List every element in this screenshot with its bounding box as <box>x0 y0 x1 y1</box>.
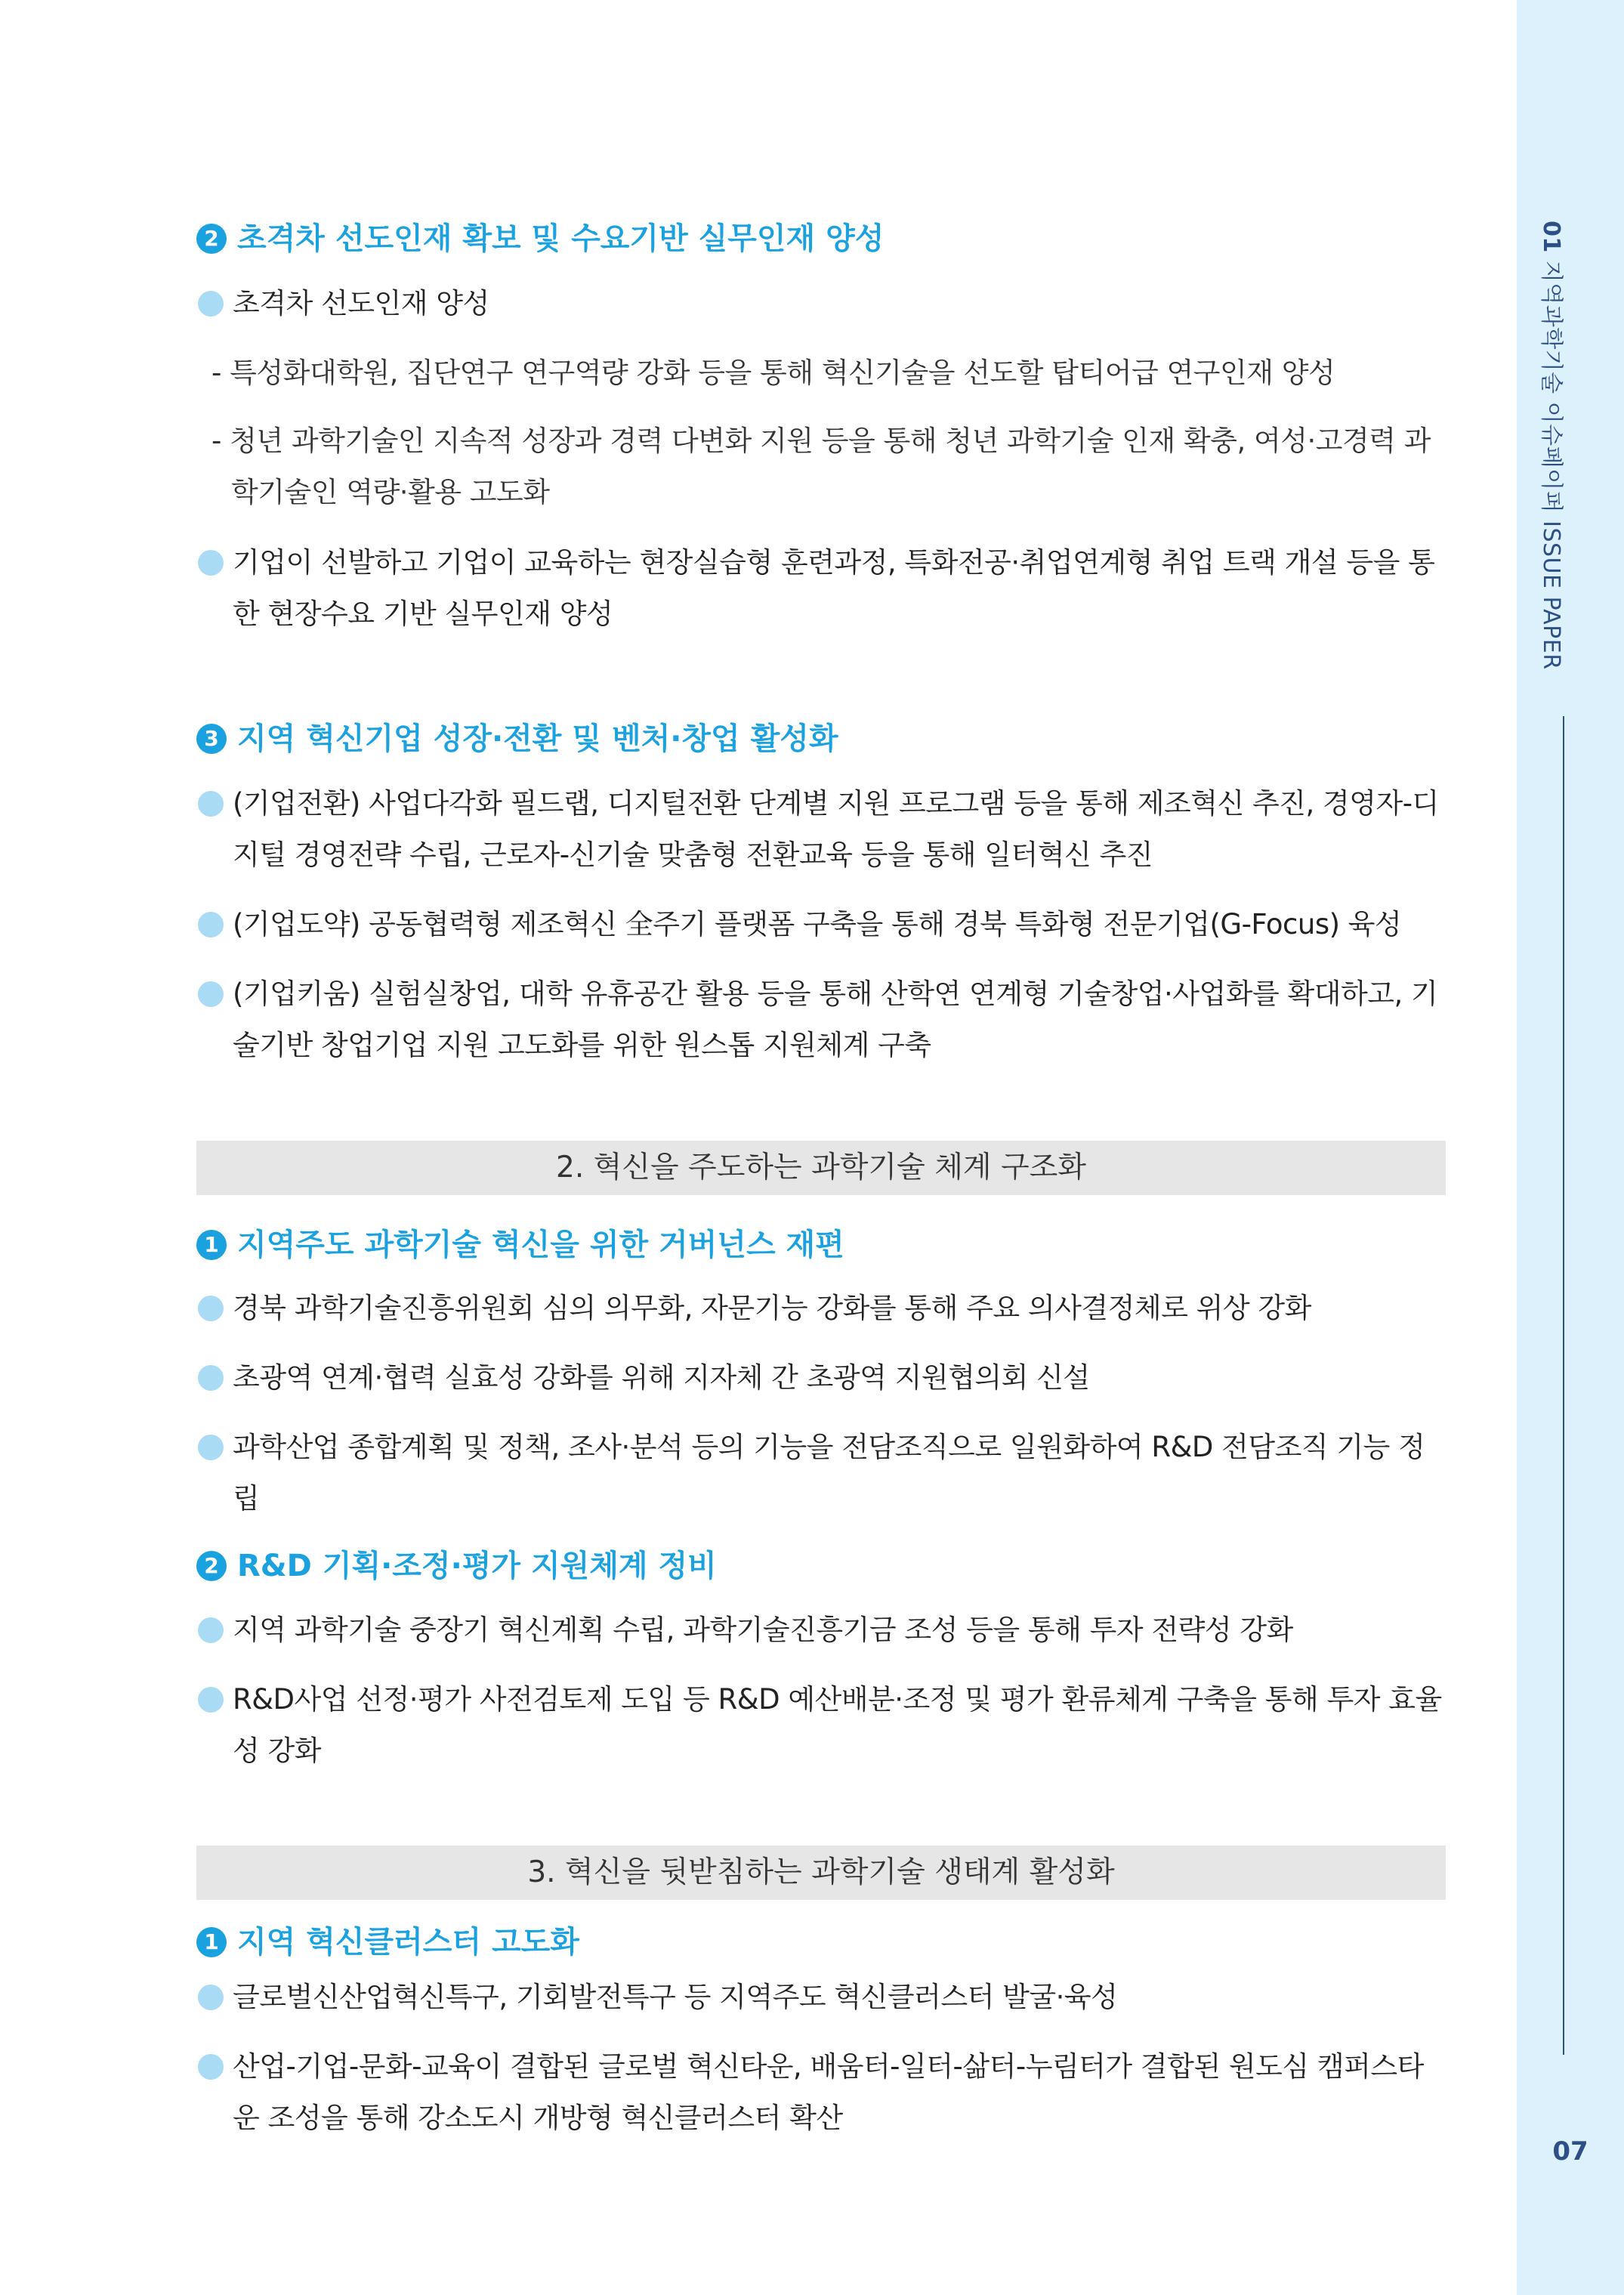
heading-text: 지역주도 과학기술 혁신을 위한 거버넌스 재편 <box>237 1228 844 1262</box>
list-item <box>196 1972 1446 2023</box>
list-item <box>196 968 1446 1071</box>
number-badge: 1 <box>196 1927 227 1957</box>
bullet-dot-icon <box>198 791 224 817</box>
page-number: 07 <box>1552 2136 1588 2167</box>
bullet-dot-icon <box>198 1617 224 1643</box>
issue-title-text: 지역과학기술 이슈페이퍼 ISSUE PAPER <box>1538 260 1564 670</box>
sub-list-item: - 특성화대학원, 집단연구 연구역량 강화 등을 통해 혁신기술을 선도할 탑티어급 연구인재 양성 <box>211 357 1335 389</box>
list-item <box>196 1283 1446 1334</box>
bullet-dot-icon <box>198 1985 224 2010</box>
heading-text: 지역 혁신기업 성장·전환 및 벤처·창업 활성화 <box>237 721 838 756</box>
list-item <box>196 1352 1446 1404</box>
list-item-text: (기업도약) 공동협력형 제조혁신 全주기 플랫폼 구축을 통해 경북 특화형 전문기업(G-Focus) 육성 <box>233 908 1402 941</box>
number-badge: 3 <box>196 724 227 754</box>
list-item <box>196 278 1446 329</box>
number-badge: 2 <box>196 1551 227 1581</box>
section-heading <box>196 220 884 258</box>
bullet-dot-icon <box>198 1687 224 1713</box>
bullet-dot-icon <box>198 550 224 576</box>
list-item-text: (기업키움) 실험실창업, 대학 유휴공간 활용 등을 통해 산학연 연계형 기술창업·사업화를 확대하고, 기술기반 창업기업 지원 고도화를 위한 원스톱 지원체계 구축 <box>233 978 1438 1061</box>
list-item-text: 초광역 연계·협력 실효성 강화를 위해 지자체 간 초광역 지원협의회 신설 <box>233 1361 1090 1394</box>
section-heading <box>196 1226 844 1264</box>
issue-number: 01 <box>1538 221 1564 253</box>
list-item-text: R&D사업 선정·평가 사전검토제 도입 등 R&D 예산배분·조정 및 평가 환류체계 구축을 통해 투자 효율성 강화 <box>233 1683 1442 1767</box>
section-heading <box>196 1547 717 1585</box>
bullet-dot-icon <box>198 1435 224 1460</box>
issue-title <box>1537 221 1570 670</box>
list-item <box>196 778 1446 881</box>
list-item-text: 글로벌신산업혁신특구, 기회발전특구 등 지역주도 혁신클러스터 발굴·육성 <box>233 1981 1118 2013</box>
bullet-dot-icon <box>198 981 224 1007</box>
heading-text: R&D 기획·조정·평가 지원체계 정비 <box>237 1549 717 1583</box>
bullet-dot-icon <box>198 1365 224 1391</box>
list-item-text: 기업이 선발하고 기업이 교육하는 현장실습형 훈련과정, 특화전공·취업연계형 취업 트랙 개설 등을 통한 현장수요 기반 실무인재 양성 <box>233 546 1435 630</box>
section-heading <box>196 720 838 758</box>
list-item <box>196 537 1446 640</box>
number-badge: 2 <box>196 224 227 254</box>
list-item-text: 지역 과학기술 중장기 혁신계획 수립, 과학기술진흥기금 조성 등을 통해 투자 전략성 강화 <box>233 1614 1293 1646</box>
sidebar <box>1517 0 1624 2295</box>
list-item-text: 과학산업 종합계획 및 정책, 조사·분석 등의 기능을 전담조직으로 일원화하여 R&D 전담조직 기능 정립 <box>233 1431 1425 1515</box>
list-item <box>196 899 1446 950</box>
part-title-bar: 3. 혁신을 뒷받침하는 과학기술 생태계 활성화 <box>196 1846 1446 1900</box>
bullet-dot-icon <box>198 291 224 317</box>
bullet-dot-icon <box>198 912 224 937</box>
sidebar-divider <box>1563 716 1564 2055</box>
list-item-text: (기업전환) 사업다각화 필드랩, 디지털전환 단계별 지원 프로그램 등을 통해 제조혁신 추진, 경영자-디지털 경영전략 수립, 근로자-신기술 맞춤형 전환교육 등을 통해 일터혁신 추진 <box>233 787 1439 871</box>
list-item-text: 경북 과학기술진흥위원회 심의 의무화, 자문기능 강화를 통해 주요 의사결정체로 위상 강화 <box>233 1292 1311 1324</box>
section-heading <box>196 1923 579 1961</box>
heading-text: 초격차 선도인재 확보 및 수요기반 실무인재 양성 <box>237 221 885 256</box>
list-item <box>196 1605 1446 1656</box>
sub-list-item: - 청년 과학기술인 지속적 성장과 경력 다변화 지원 등을 통해 청년 과학기술 인재 확충, 여성·고경력 과학기술인 역량·활용 고도화 <box>211 425 1431 508</box>
list-item-text: 산업-기업-문화-교육이 결합된 글로벌 혁신타운, 배움터-일터-삶터-누림터가 결합된 원도심 캠퍼스타운 조성을 통해 강소도시 개방형 혁신클러스터 확산 <box>233 2050 1424 2134</box>
number-badge: 1 <box>196 1230 227 1260</box>
list-item <box>196 2041 1446 2144</box>
bullet-dot-icon <box>198 2054 224 2080</box>
list-item <box>196 1422 1446 1524</box>
part-title-bar: 2. 혁신을 주도하는 과학기술 체계 구조화 <box>196 1141 1446 1195</box>
list-item-text: 초격차 선도인재 양성 <box>233 287 489 320</box>
bullet-dot-icon <box>198 1296 224 1321</box>
list-item <box>196 1674 1446 1777</box>
heading-text: 지역 혁신클러스터 고도화 <box>237 1925 579 1960</box>
